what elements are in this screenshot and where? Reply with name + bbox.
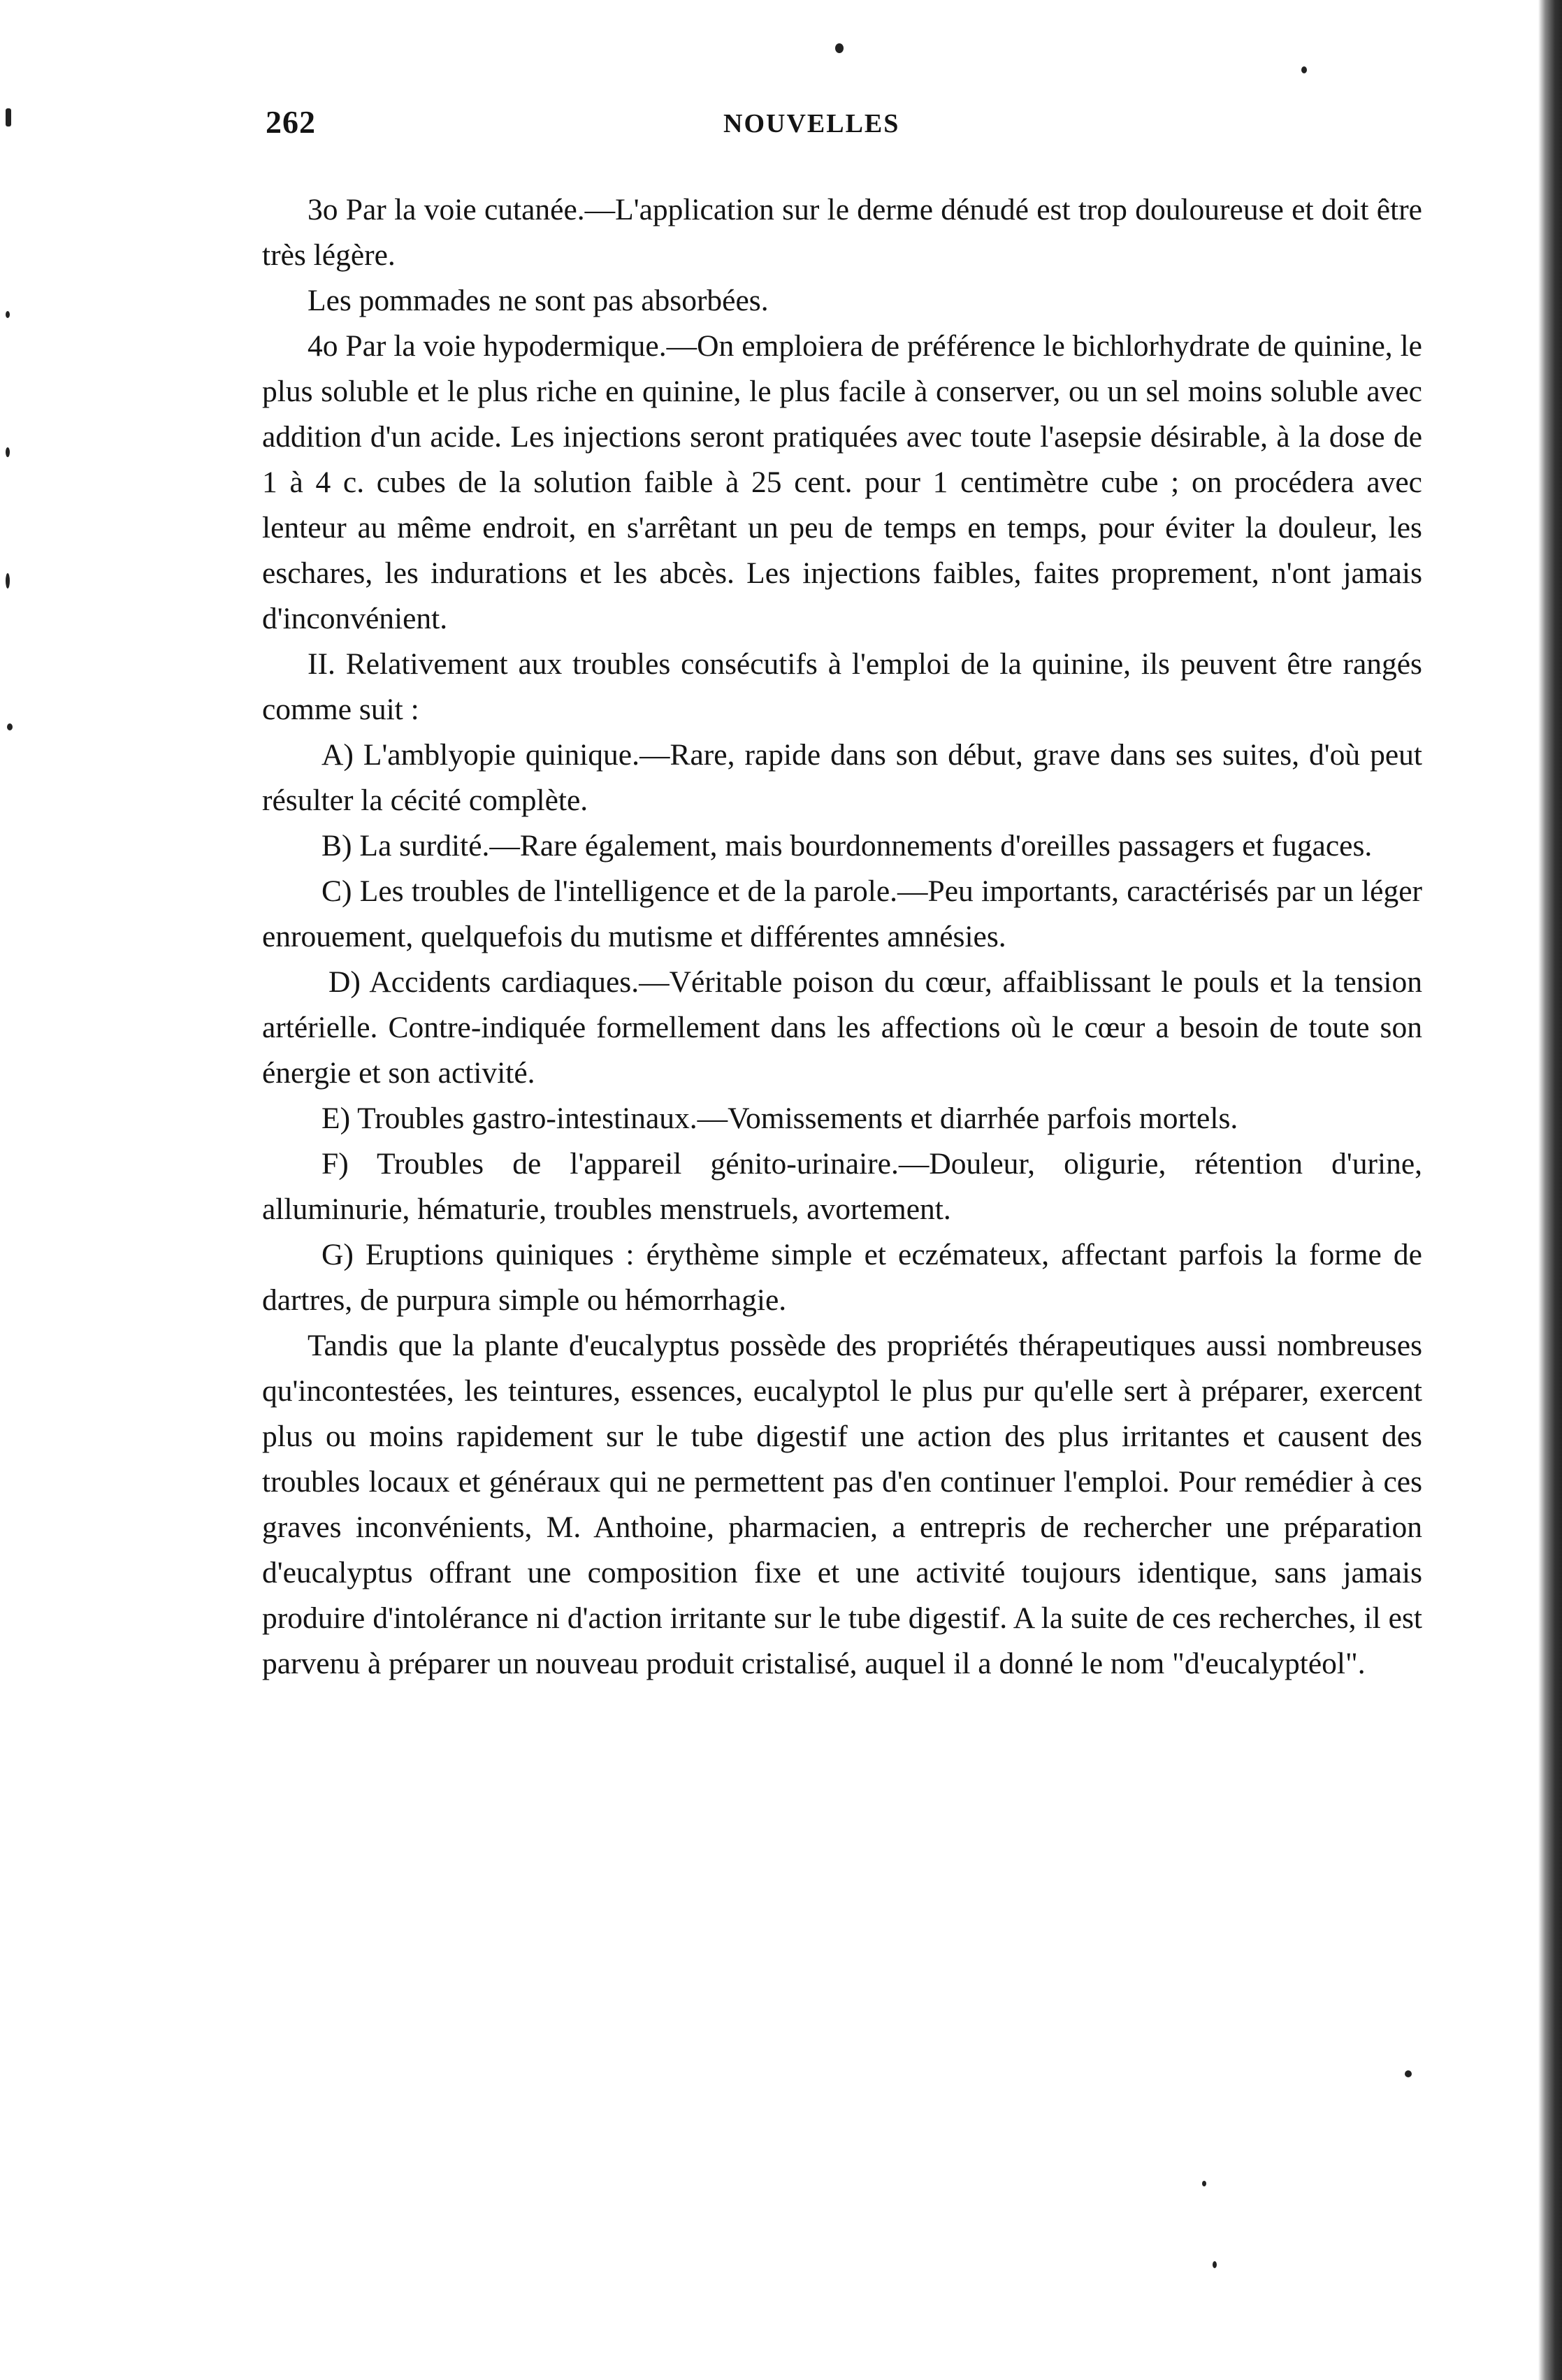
body-text xyxy=(262,187,1422,1687)
paragraph-hypodermic: 4o Par la voie hypodermique.—On emploiera de préférence le bichlorhydrate de quinine, le plus soluble et le plus riche en quinine, le plus facile à conserver, ou un sel moins soluble avec addition d'un acide. Les injections seront pratiquées avec toute l'asepsie désirable, à la dose de 1 à 4 c. cubes de la solution faible à 25 cent. pour 1 centimètre cube ; on procédera avec lenteur au même endroit, en s'arrêtant un peu de temps en temps, pour éviter la douleur, les eschares, les indurations et les abcès. Les injections faibles, faites proprement, n'ont jamais d'inconvénient. xyxy=(262,329,1422,635)
scan-speck xyxy=(7,723,13,730)
list-item-genito-urinary: F) Troubles de l'appareil génito-urinaire.—Douleur, oligurie, rétention d'urine, alluminurie, hématurie, troubles menstruels, avortement. xyxy=(262,1147,1422,1226)
scan-speck xyxy=(6,573,10,589)
list-item-gastro: E) Troubles gastro-intestinaux.—Vomissements et diarrhée parfois mortels. xyxy=(321,1102,1238,1135)
list-item-cardiac: D) Accidents cardiaques.—Véritable poison du cœur, affaiblissant le pouls et la tension artérielle. Contre-indiquée formellement dans les affections où le cœur a besoin de toute son énergie et son activité. xyxy=(262,965,1422,1090)
scan-speck xyxy=(6,108,11,127)
list-item-intelligence: C) Les troubles de l'intelligence et de la parole.—Peu importants, caractérisés par un léger enrouement, quelquefois du mutisme et différentes amnésies. xyxy=(262,874,1422,953)
paragraph-cutaneous: 3o Par la voie cutanée.—L'application sur le derme dénudé est trop douloureuse et doit être très légère. xyxy=(262,193,1422,272)
paragraph-eucalyptus: Tandis que la plante d'eucalyptus possède des propriétés thérapeutiques aussi nombreuses qu'incontestées, les teintures, essences, eucalyptol le plus pur qu'elle sert à préparer, exercent plus ou moins rapidement sur le tube digestif une action des plus irritantes et causent des troubles locaux et généraux qui ne permettent pas d'en continuer l'emploi. Pour remédier à ces graves inconvénients, M. Anthoine, pharmacien, a entrepris de rechercher une préparation d'eucalyptus offrant une composition fixe et une activité toujours identique, sans jamais produire d'intolérance ni d'action irritante sur le tube digestif. A la suite de ces recherches, il est parvenu à préparer un nouveau produit cristalisé, auquel il a donné le nom "d'eucalyptéol". xyxy=(262,1329,1422,1680)
scan-speck xyxy=(835,43,844,53)
running-title: NOUVELLES xyxy=(723,109,900,138)
scan-speck xyxy=(1213,2261,1217,2268)
paragraph-pommades: Les pommades ne sont pas absorbées. xyxy=(308,284,769,317)
scan-speck xyxy=(6,447,10,457)
paragraph-consecutive-troubles: II. Relativement aux troubles consécutifs à l'emploi de la quinine, ils peuvent être rangés comme suit : xyxy=(262,647,1422,726)
list-item-amblyopia: A) L'amblyopie quinique.—Rare, rapide dans son début, grave dans ses suites, d'où peut résulter la cécité complète. xyxy=(262,738,1422,817)
scan-speck xyxy=(1405,2070,1412,2077)
binding-shadow xyxy=(1538,0,1562,2380)
scan-speck xyxy=(1301,66,1307,73)
scan-speck xyxy=(1202,2181,1206,2186)
list-item-eruptions: G) Eruptions quiniques : érythème simple et eczémateux, affectant parfois la forme de dartres, de purpura simple ou hémorrhagie. xyxy=(262,1238,1422,1317)
list-item-deafness: B) La surdité.—Rare également, mais bourdonnements d'oreilles passagers et fugaces. xyxy=(321,829,1373,863)
page-number: 262 xyxy=(266,104,316,140)
scan-speck xyxy=(6,311,10,318)
